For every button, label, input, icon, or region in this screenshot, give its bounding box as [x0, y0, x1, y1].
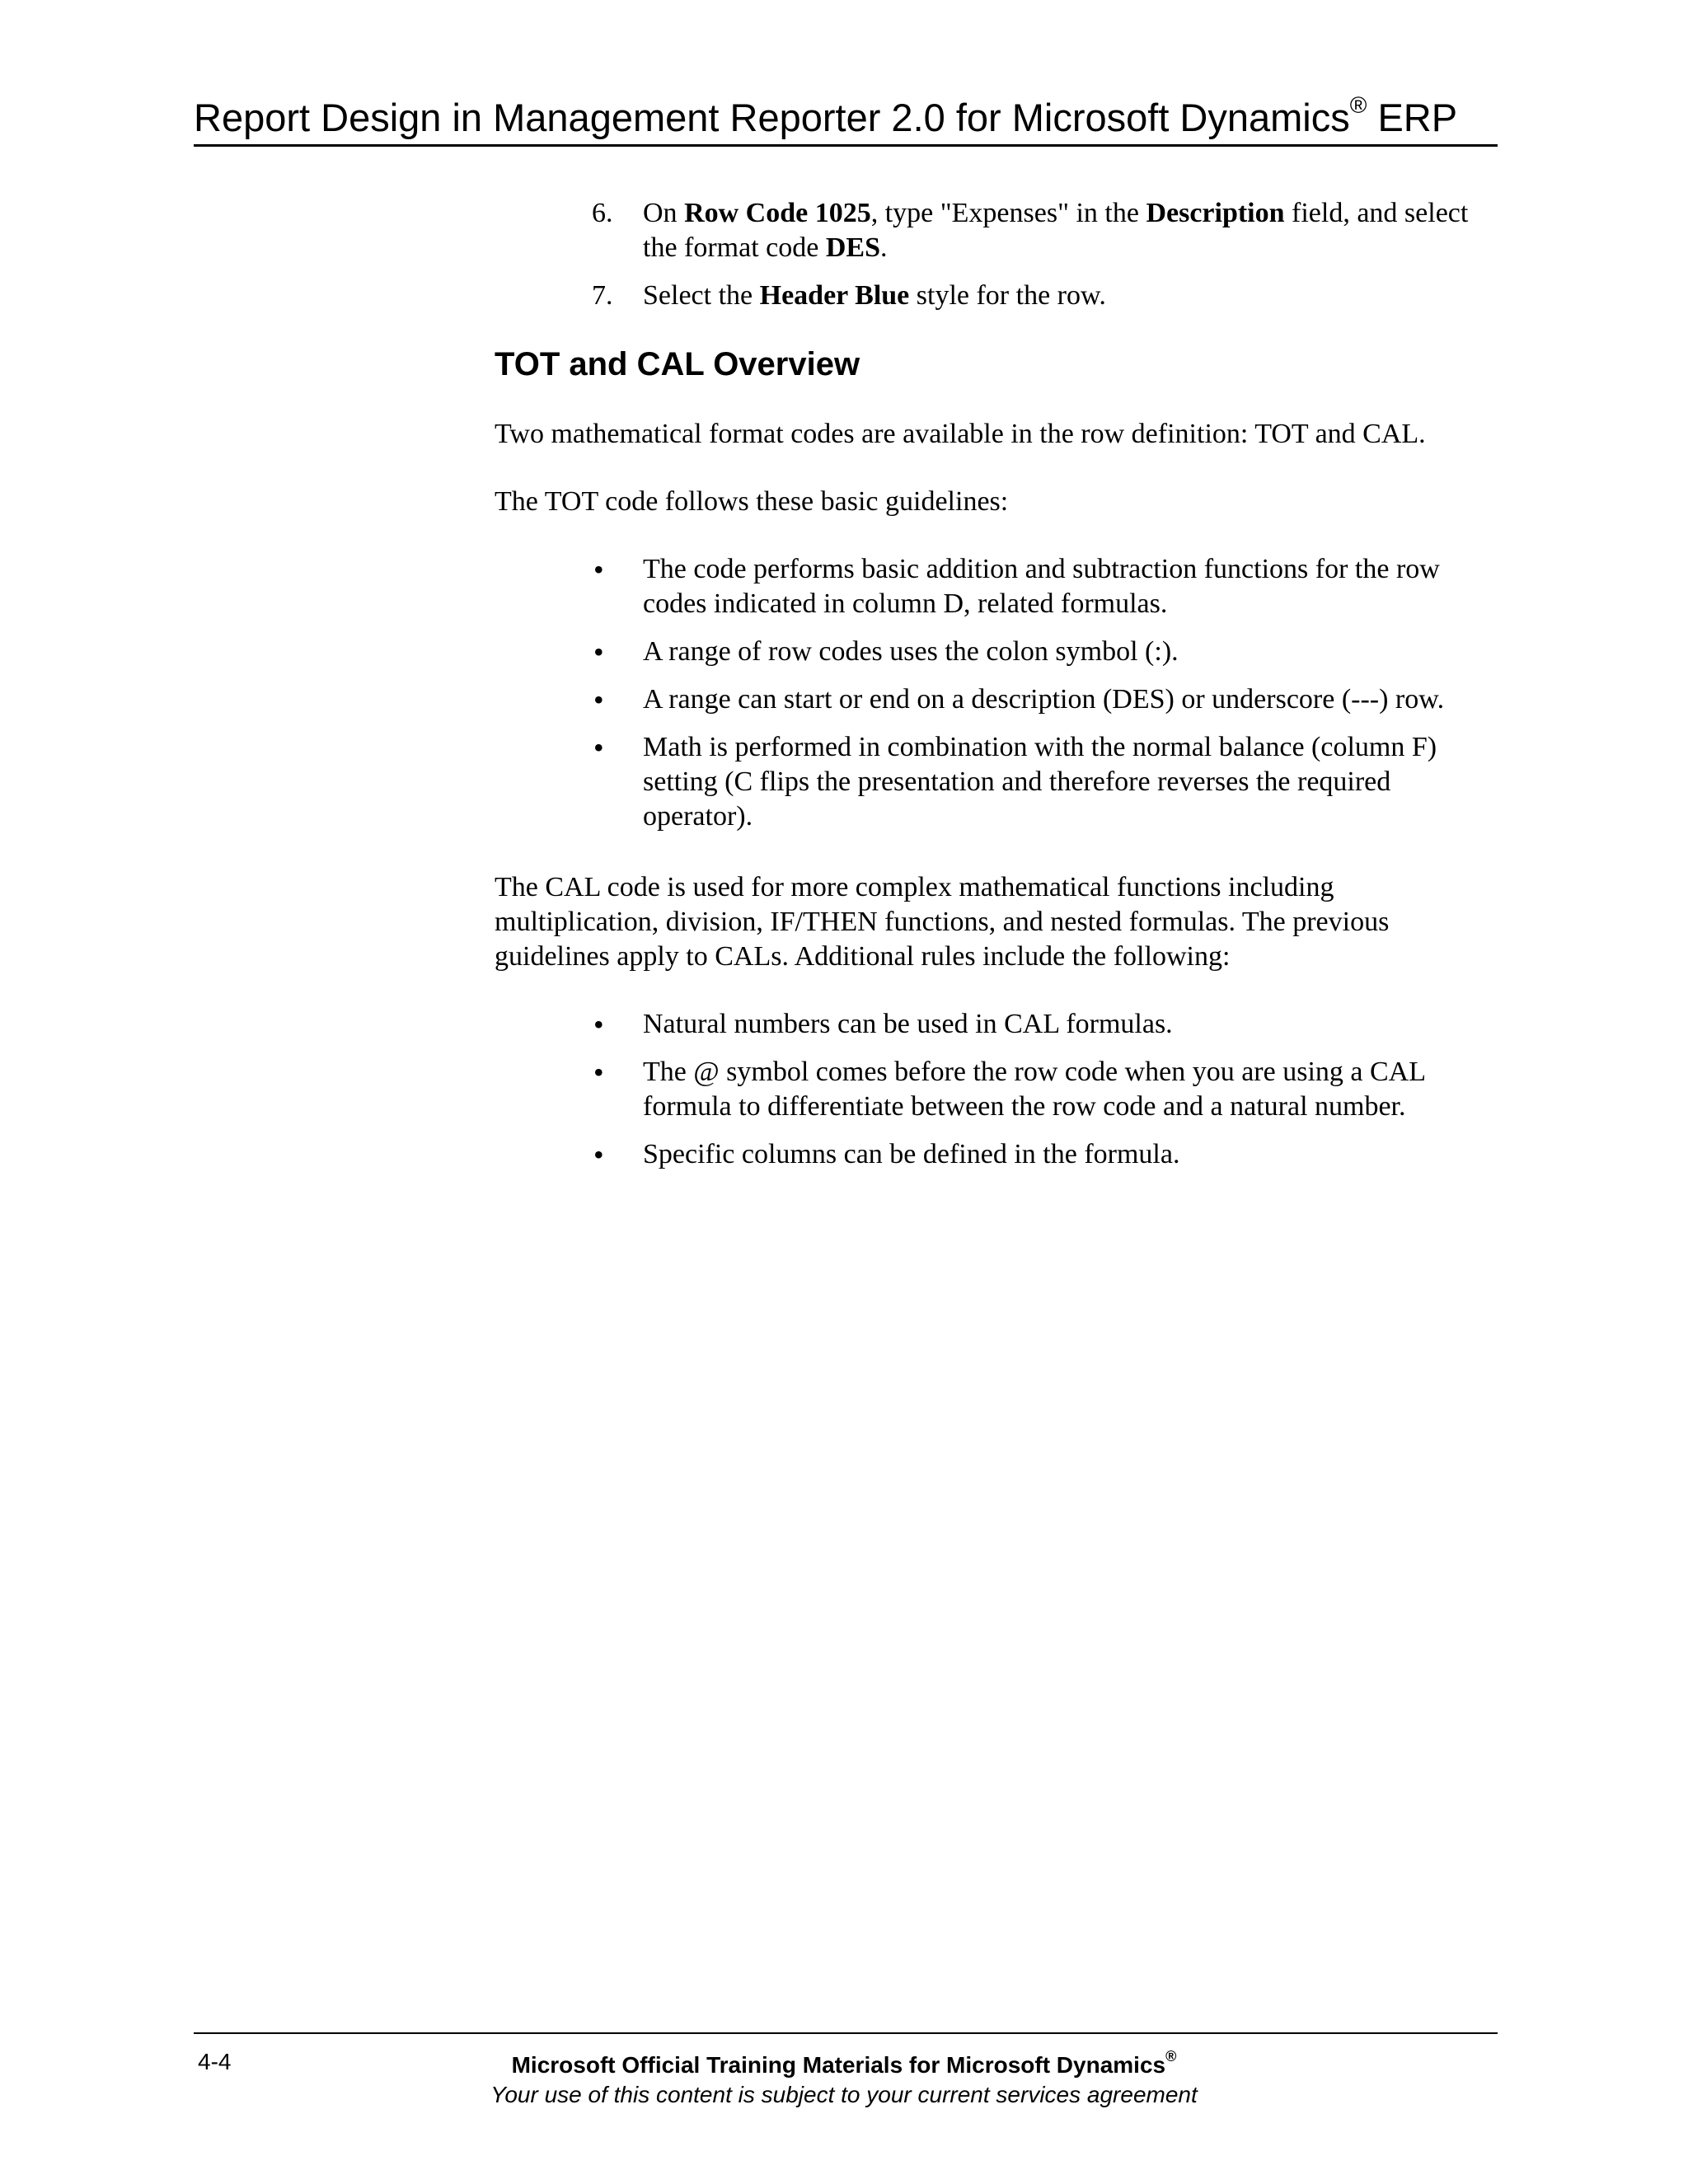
list-item-text: A range of row codes uses the colon symbol (:).	[643, 636, 1179, 667]
step-number: 6.	[592, 198, 613, 228]
list-item-text: A range can start or end on a description (DES) or underscore (---) row.	[643, 684, 1445, 715]
page-content	[495, 196, 1484, 1208]
ui-term: Description	[1146, 198, 1285, 228]
cal-intro-paragraph: The CAL code is used for more complex mathematical functions including multiplication, division, IF/THEN functions, and nested formulas. The previous guidelines apply to CALs. Additional rules include the following:	[495, 872, 1390, 972]
bullet-icon: •	[593, 1008, 604, 1041]
list-item-text: The code performs basic addition and subtraction functions for the row codes indicated in column D, related formulas.	[643, 554, 1440, 619]
list-item	[495, 1137, 1484, 1172]
step-text: .	[880, 232, 888, 263]
step-text: style for the row.	[909, 280, 1106, 311]
list-item	[495, 552, 1484, 621]
list-item	[495, 635, 1484, 669]
list-item-text: The @ symbol comes before the row code when you are using a CAL formula to differentiate between the row code and a natural number.	[643, 1057, 1425, 1122]
list-item	[495, 1007, 1484, 1042]
ui-term: Row Code 1025	[684, 198, 871, 228]
bullet-icon: •	[593, 731, 604, 764]
bullet-icon: •	[593, 683, 604, 716]
cal-rules-list	[495, 1007, 1484, 1172]
footer-title-text: Microsoft Official Training Materials for Microsoft Dynamics	[511, 2052, 1166, 2078]
list-item-text: Natural numbers can be used in CAL formulas.	[643, 1009, 1173, 1039]
list-item-text: Math is performed in combination with the normal balance (column F) setting (C flips the presentation and therefore reverses the required operator).	[643, 732, 1437, 832]
section-heading: TOT and CAL Overview	[495, 346, 860, 382]
list-item	[495, 1055, 1484, 1124]
header-title: Report Design in Management Reporter 2.0 for Microsoft Dynamics	[194, 96, 1350, 139]
step-text: On	[643, 198, 685, 228]
step-7	[495, 279, 1484, 313]
ui-term: DES	[825, 232, 880, 263]
step-text: , type "Expenses" in the	[870, 198, 1146, 228]
list-item-text: Specific columns can be defined in the formula.	[643, 1139, 1180, 1169]
list-item	[495, 730, 1484, 834]
list-item	[495, 682, 1484, 717]
page-number: 4-4	[198, 2049, 232, 2074]
step-text: field, and select the format code	[643, 198, 1469, 263]
step-text: Select the	[643, 280, 760, 311]
page-header	[194, 92, 1496, 143]
registered-mark: ®	[1165, 2048, 1177, 2064]
tot-intro-paragraph: The TOT code follows these basic guidelines:	[495, 486, 1009, 517]
footer-rule	[194, 2032, 1498, 2034]
tot-guidelines-list	[495, 552, 1484, 834]
footer-title	[0, 2048, 1688, 2079]
header-rule	[194, 144, 1498, 147]
registered-mark: ®	[1349, 92, 1367, 118]
step-number: 7.	[592, 280, 613, 311]
header-title-suffix: ERP	[1377, 96, 1458, 139]
bullet-icon: •	[593, 1138, 604, 1171]
bullet-icon: •	[593, 635, 604, 668]
bullet-icon: •	[593, 1056, 604, 1089]
bullet-icon: •	[593, 553, 604, 586]
footer-notice: Your use of this content is subject to your current services agreement	[490, 2082, 1198, 2107]
ui-term: Header Blue	[759, 280, 910, 311]
step-6	[495, 196, 1484, 265]
intro-paragraph: Two mathematical format codes are available in the row definition: TOT and CAL.	[495, 419, 1426, 449]
